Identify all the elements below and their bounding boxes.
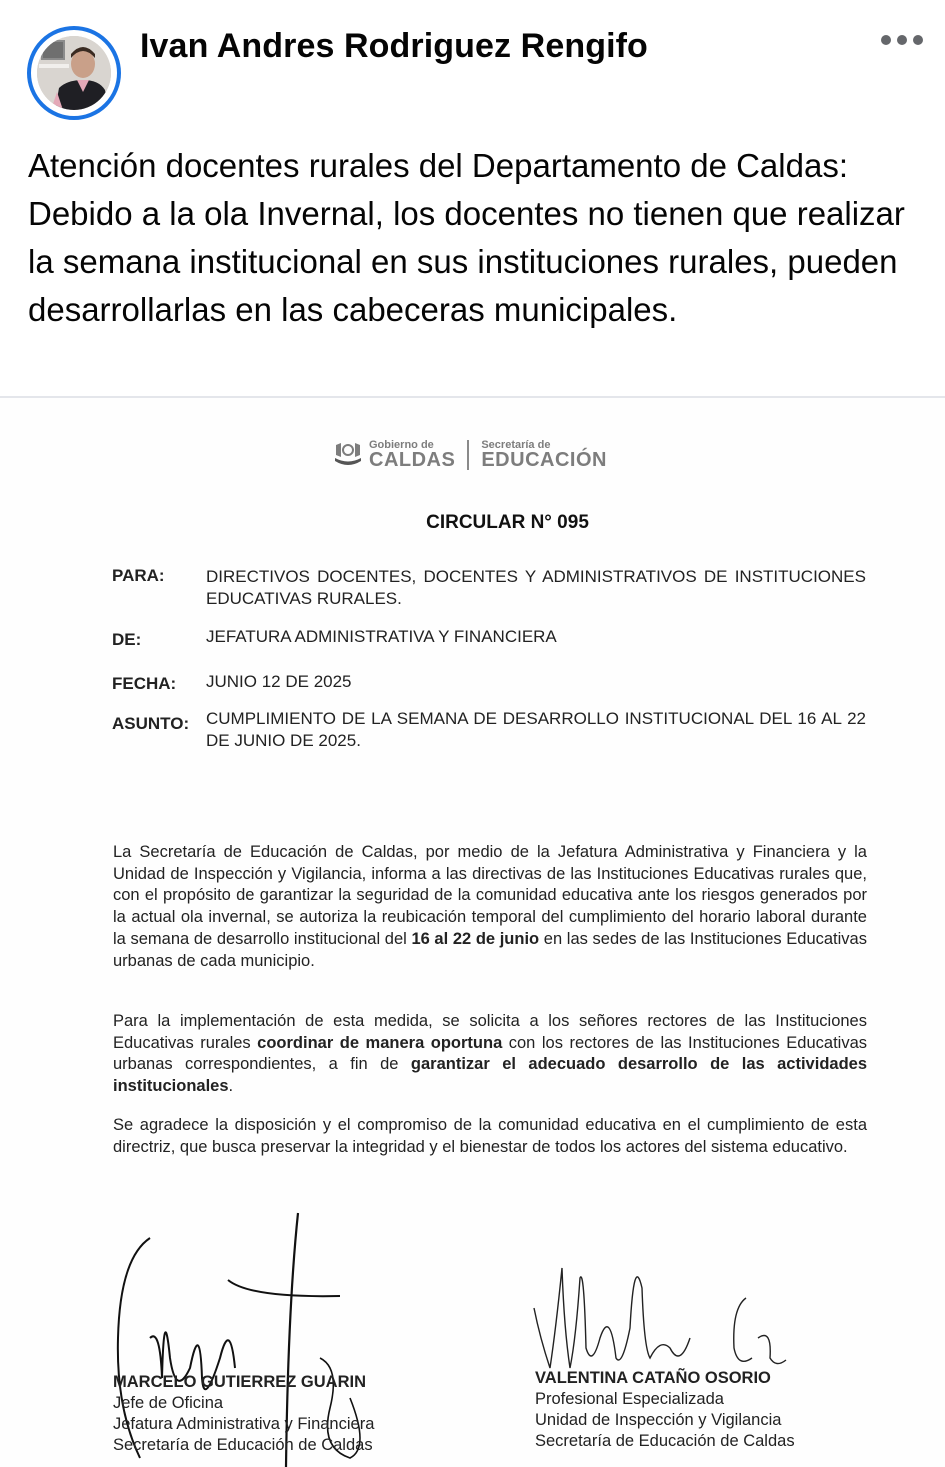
attached-document-image[interactable]: [0, 398, 945, 1467]
government-logo: [333, 440, 607, 470]
signer-name: VALENTINA CATAÑO OSORIO: [535, 1369, 771, 1387]
more-horizontal-icon: [913, 35, 923, 45]
signer-1-block: [113, 1372, 374, 1456]
more-horizontal-icon: [881, 35, 891, 45]
signer-name: MARCELO GUTIERREZ GUARIN: [113, 1373, 366, 1391]
field-label: PARA:: [112, 566, 165, 585]
field-fecha: [112, 671, 867, 695]
signer-role: Jefe de Oficina: [113, 1394, 224, 1412]
signer-unit: Unidad de Inspección y Vigilancia: [535, 1411, 782, 1429]
logo-separator: [467, 440, 469, 470]
post-header: [0, 0, 945, 130]
logo-educacion-text: EDUCACIÓN: [481, 449, 607, 471]
logo-gobierno-text: Gobierno de: [369, 439, 434, 451]
caldas-shield-icon: [333, 441, 363, 469]
more-horizontal-icon: [897, 35, 907, 45]
field-de: [112, 626, 867, 650]
signer-org: Secretaría de Educación de Caldas: [535, 1432, 795, 1450]
field-asunto: [112, 708, 867, 756]
post-text: Atención docentes rurales del Departamento de Caldas: Debido a la ola Invernal, los docentes no tienen que realizar la semana institucional en sus instituciones rurales, pueden desarrollarlas en las cabeceras municipales.: [28, 147, 905, 328]
body-paragraph-2: Para la implementación de esta medida, se solicita a los señores rectores de las Instituciones Educativas rurales coordinar de manera oportuna con los rectores de las Instituciones Educativas urbanas correspondientes, a fin de garantizar el adecuado desarrollo de las actividades institucionales.: [113, 1012, 868, 1096]
field-value: JEFATURA ADMINISTRATIVA Y FINANCIERA: [206, 627, 557, 646]
field-label: FECHA:: [112, 674, 177, 693]
circular-title: CIRCULAR N° 095: [426, 512, 589, 533]
field-label: DE:: [112, 630, 142, 649]
signer-org: Secretaría de Educación de Caldas: [113, 1436, 373, 1454]
logo-caldas-text: CALDAS: [369, 449, 456, 471]
author-avatar[interactable]: [27, 26, 121, 120]
field-label: ASUNTO:: [112, 714, 190, 733]
logo-secretaria-text: Secretaría de: [481, 439, 551, 451]
signer-2-block: [535, 1368, 795, 1452]
avatar-photo: [37, 36, 111, 110]
signature-valentina-icon: [520, 1248, 820, 1388]
body-paragraph-1: La Secretaría de Educación de Caldas, por medio de la Jefatura Administrativa y Financiera y la Unidad de Inspección y Vigilancia, informa a las directivas de las Instituciones Educativas rurales que, con el propósito de garantizar la seguridad de la comunidad educativa ante los riesgos generados por la actual ola invernal, se autoriza la reubicación temporal del cumplimiento del horario laboral durante la semana de desarrollo institucional del 16 al 22 de junio en las sedes de las Instituciones Educativas urbanas de cada municipio.: [113, 843, 867, 970]
more-options-button[interactable]: [881, 35, 923, 45]
body-paragraph-3: Se agradece la disposición y el compromiso de la comunidad educativa en el cumplimiento de esta directriz, que busca preservar la integridad y el bienestar de todos los actores del sistema educativo.: [113, 1116, 867, 1156]
field-value: CUMPLIMIENTO DE LA SEMANA DE DESARROLLO INSTITUCIONAL DEL 16 AL 22 DE JUNIO DE 2025.: [206, 709, 866, 750]
field-value: JUNIO 12 DE 2025: [206, 672, 352, 691]
field-para: [112, 566, 867, 614]
signer-unit: Jefatura Administrativa y Financiera: [113, 1415, 375, 1433]
field-value: DIRECTIVOS DOCENTES, DOCENTES Y ADMINISTRATIVOS DE INSTITUCIONES EDUCATIVAS RURALES.: [206, 567, 866, 608]
author-name[interactable]: Ivan Andres Rodriguez Rengifo: [140, 27, 648, 65]
signer-role: Profesional Especializada: [535, 1390, 724, 1408]
